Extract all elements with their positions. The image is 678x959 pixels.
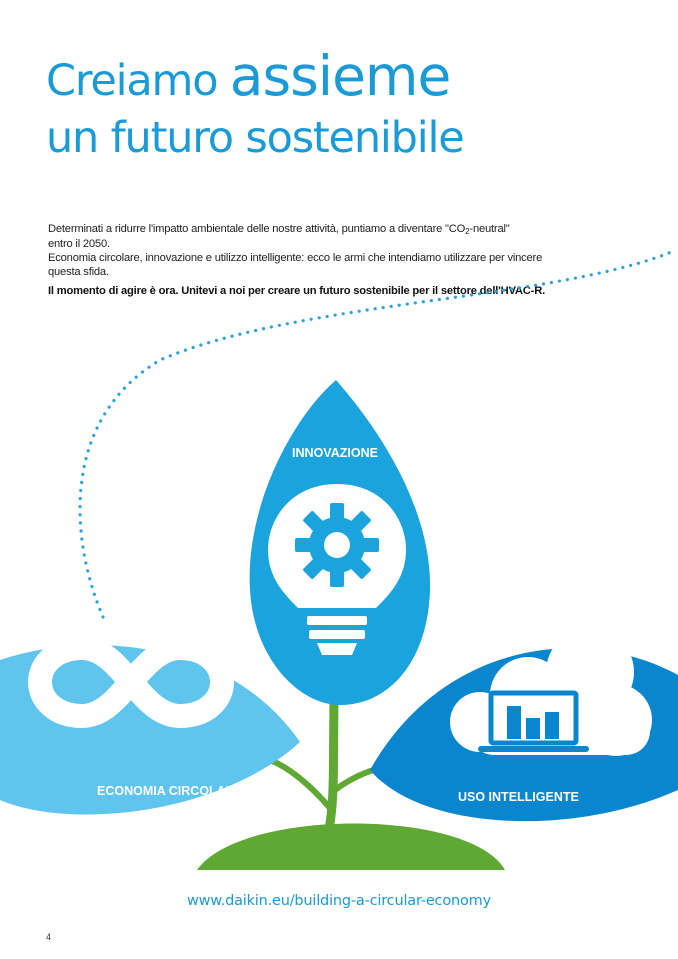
page-title-line-1: Creiamo assieme bbox=[46, 44, 451, 108]
pillar-label-innovation: INNOVAZIONE bbox=[292, 446, 378, 460]
call-to-action: Il momento di agire è ora. Unitevi a noi per creare un futuro sostenibile per il settore dell'HVAC-R. bbox=[48, 285, 545, 297]
intro-paragraph-2: Economia circolare, innovazione e utilizzo intelligente: ecco le armi che intendiamo utilizzare per vincere questa sfida. bbox=[48, 252, 543, 278]
plant-branch-left bbox=[270, 760, 330, 808]
pillar-label-smart: USO INTELLIGENTE bbox=[458, 790, 579, 804]
pillar-label-circular: ECONOMIA CIRCOLARE bbox=[97, 784, 244, 798]
plant-stem bbox=[328, 700, 334, 835]
intro-paragraph-1: Determinati a ridurre l'impatto ambientale delle nostre attività, puntiamo a diventare "CO2-neutral" entro il 2050. bbox=[48, 223, 510, 250]
page-title-line-2: un futuro sostenibile bbox=[46, 113, 464, 163]
website-url[interactable]: www.daikin.eu/building-a-circular-economy bbox=[187, 893, 491, 909]
ground-hill bbox=[197, 824, 505, 871]
page-number: 4 bbox=[46, 932, 52, 942]
